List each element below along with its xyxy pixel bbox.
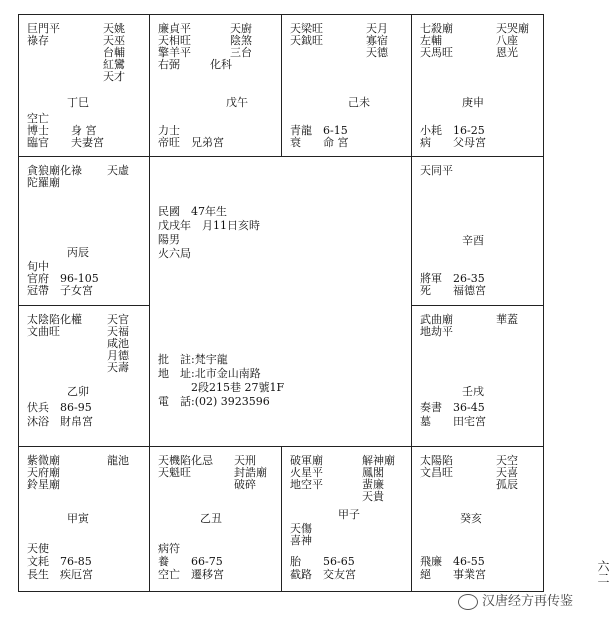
minor-stars: 天月 寡宿 天德	[366, 22, 388, 59]
watermark: 汉唐经方再传鉴	[458, 590, 573, 610]
main-stars: 貪狼廟化祿 陀羅廟	[27, 164, 82, 189]
address-line1: 地 址:北市金山南路	[158, 367, 261, 380]
bottom-row: 絕 事業宮	[420, 568, 486, 581]
bottom-row: 官府 96-105	[27, 272, 99, 285]
bottom-row: 臨官 夫妻宮	[27, 136, 104, 149]
palace-yin	[18, 446, 150, 592]
bottom-row: 死 福德宮	[420, 284, 486, 297]
bottom-row: 沐浴 財帛宮	[27, 415, 93, 428]
bottom-row: 力士	[158, 124, 180, 137]
bottom-row: 帝旺 兄弟宮	[158, 136, 224, 149]
main-stars: 破軍廟 火星平 地空平	[290, 454, 323, 491]
stem-label: 甲子	[338, 508, 360, 521]
stem-label: 丙辰	[67, 246, 89, 259]
minor-stars: 天刑 封誥廟 破碎	[234, 454, 267, 491]
page-number: 六二	[596, 560, 610, 584]
gender: 陽男	[158, 233, 180, 246]
minor-stars: 天虛	[107, 164, 129, 177]
chart-grid	[18, 14, 544, 592]
palace-you	[411, 156, 544, 306]
palace-hai	[411, 446, 544, 592]
phone: 電 話:(02) 3923596	[158, 395, 270, 408]
birth-year: 民國 47年生	[158, 205, 227, 218]
bottom-row: 病符	[158, 542, 180, 555]
center-info	[150, 157, 411, 446]
main-stars: 天機陷化忌 天魁旺	[158, 454, 213, 479]
minor-stars: 天廚 陰煞 三台	[230, 22, 252, 59]
main-stars: 天同平	[420, 164, 453, 177]
stem-label: 乙丑	[200, 512, 222, 525]
transform-label: 化科	[210, 58, 232, 71]
bottom-row: 養 66-75	[158, 555, 223, 568]
main-stars: 七殺廟 左輔 天馬旺	[420, 22, 453, 59]
palace-xu	[411, 305, 544, 447]
bottom-row: 墓 田宅宮	[420, 415, 486, 428]
main-stars: 巨門平 祿存	[27, 22, 60, 47]
bottom-row: 衰 命 宮	[290, 136, 349, 149]
palace-chen	[18, 156, 150, 306]
wechat-icon	[458, 594, 478, 610]
main-stars: 廉貞平 天相旺 擎羊平 右弼	[158, 22, 191, 71]
stem-label: 丁巳	[67, 96, 89, 109]
minor-stars: 天官 天福 咸池 月德 天壽	[107, 313, 129, 374]
bottom-row: 胎 56-65	[290, 555, 355, 568]
main-stars: 武曲廟 地劫平	[420, 313, 453, 338]
bottom-row: 文耗 76-85	[27, 555, 92, 568]
stem-label: 甲寅	[67, 512, 89, 525]
minor-stars: 天空 天喜 孤辰	[496, 454, 518, 491]
bottom-row: 截路 交友宮	[290, 568, 356, 581]
main-stars: 太陽陷 文昌旺	[420, 454, 453, 479]
stem-label: 己未	[348, 96, 370, 109]
palace-wu	[149, 14, 282, 157]
element-bureau: 火六局	[158, 247, 191, 260]
stem-label: 戊午	[226, 96, 248, 109]
bottom-row: 奏書 36-45	[420, 401, 485, 414]
bottom-row: 將軍 26-35	[420, 272, 485, 285]
minor-stars: 解神廟 鳳閣 蜚廉 天貴	[362, 454, 395, 503]
stem-label: 癸亥	[460, 512, 482, 525]
annotator: 批 註:梵宇龍	[158, 353, 228, 366]
extra-star: 天傷	[290, 522, 312, 535]
stem-label: 壬戌	[462, 385, 484, 398]
bottom-row: 飛廉 46-55	[420, 555, 485, 568]
palace-wei	[281, 14, 412, 157]
palace-zi	[281, 446, 412, 592]
palace-shen	[411, 14, 544, 157]
extra-star: 喜神	[290, 534, 312, 547]
address-line2: 2段215巷 27號1F	[158, 381, 285, 394]
stem-label: 乙卯	[67, 385, 89, 398]
minor-stars: 華蓋	[496, 313, 518, 326]
bottom-row: 博士 身 宮	[27, 124, 97, 137]
extra-star: 天使	[27, 542, 49, 555]
bottom-row: 空亡 遷移宮	[158, 568, 224, 581]
stem-label: 辛酉	[462, 234, 484, 247]
bottom-row: 小耗 16-25	[420, 124, 485, 137]
minor-stars: 天哭廟 八座 恩光	[496, 22, 529, 59]
main-stars: 天梁旺 天鉞旺	[290, 22, 323, 47]
bottom-row: 青龍 6-15	[290, 124, 348, 137]
extra-star: 旬中	[27, 260, 49, 273]
bottom-row: 病 父母宮	[420, 136, 486, 149]
palace-si	[18, 14, 150, 157]
palace-chou	[149, 446, 282, 592]
bottom-row: 長生 疾厄宮	[27, 568, 93, 581]
minor-stars: 天姚 天巫 台輔 紅鸞 天才	[103, 22, 125, 83]
stem-label: 庚申	[462, 96, 484, 109]
main-stars: 紫微廟 天府廟 鈴星廟	[27, 454, 60, 491]
bottom-row: 伏兵 86-95	[27, 401, 92, 414]
palace-mao	[18, 305, 150, 447]
main-stars: 太陰陷化權 文曲旺	[27, 313, 82, 338]
birth-date: 戊戌年 月11日亥時	[158, 219, 260, 232]
bottom-row: 冠帶 子女宮	[27, 284, 93, 297]
minor-stars: 龍池	[107, 454, 129, 467]
extra-star: 空亡	[27, 112, 49, 125]
